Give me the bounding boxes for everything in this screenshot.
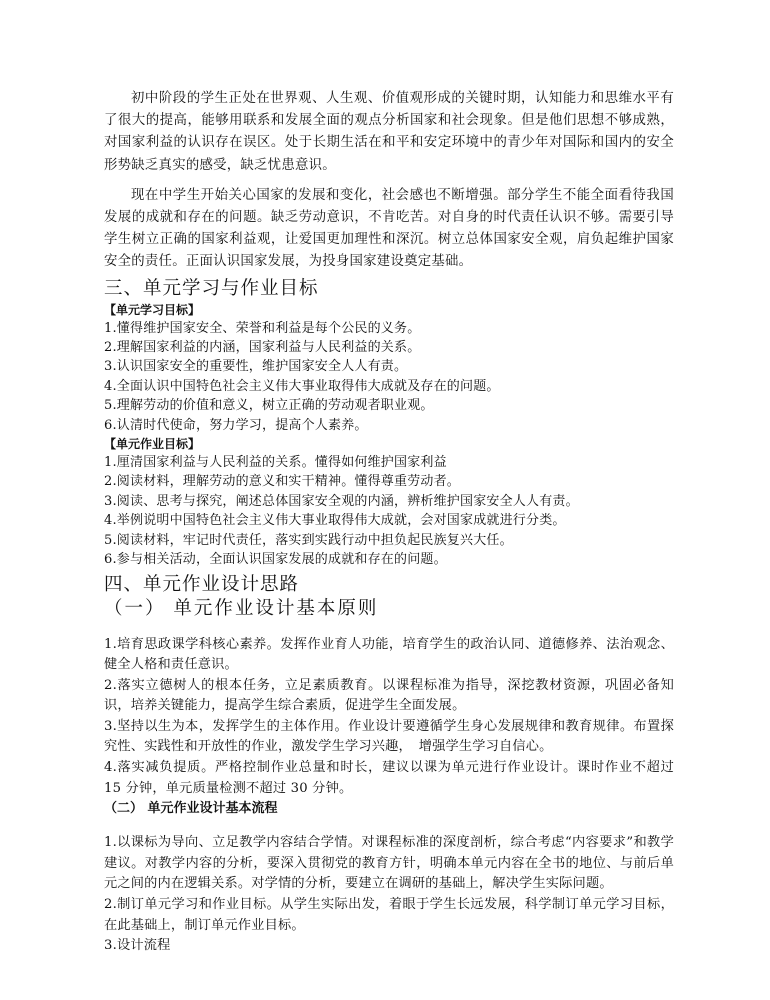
list-item: 3.阅读、思考与探究，阐述总体国家安全观的内涵，辨析维护国家安全人人有责。 <box>104 493 579 509</box>
principle-paragraph: 1.培育思政课学科核心素养。发挥作业育人功能，培育学生的政治认同、道德修养、法治观念、健全人格和责任意识。 <box>104 636 674 673</box>
intro-paragraph-2: 现在中学生开始关心国家的发展和变化，社会感也不断增强。部分学生不能全面看待我国发展的成就和存在的问题。缺乏劳动意识，不肯吃苦。对自身的时代责任认识不够。需要引导学生树立正确的国家利益观，让爱国更加理性和深沉。树立总体国家安全观，肩负起维护国家安全的责任。正面认识国家发展，为投身国家建设奠定基础。 <box>104 187 674 270</box>
learning-goals-label: 【单元学习目标】 <box>104 302 201 317</box>
list-item: 1.懂得维护国家安全、荣誉和利益是每个公民的义务。 <box>104 320 421 336</box>
list-item: 5.理解劳动的价值和意义，树立正确的劳动观者职业观。 <box>104 398 434 414</box>
principle-paragraph: 3.坚持以生为本，发挥学生的主体作用。作业设计要遵循学生身心发展规律和教育规律。布置探究性、实践性和开放性的作业，激发学生学习兴趣， 增强学生学习自信心。 <box>104 718 674 755</box>
homework-goals-label: 【单元作业目标】 <box>104 437 201 452</box>
subsection-1-heading: （一） 单元作业设计基本原则 <box>104 597 379 619</box>
process-paragraph: 1.以课标为导向、立足教学内容结合学情。对课程标准的深度剖析，综合考虑“内容要求”和教学建议。对教学内容的分析，要深入贯彻党的教育方针，明确本单元内容在全书的地位、与前后单元之间的内在逻辑关系。对学情的分析，要建立在调研的基础上，解决学生实际问题。 <box>104 835 674 892</box>
list-item: 4.全面认识中国特色社会主义伟大事业取得伟大成就及存在的问题。 <box>104 378 500 394</box>
process-paragraph: 3.设计流程 <box>104 938 171 954</box>
list-item: 1.厘清国家利益与人民利益的关系。懂得如何维护国家利益 <box>104 455 447 471</box>
principle-paragraph: 2.落实立德树人的根本任务，立足素质教育。以课程标准为指导，深挖教材资源，巩固必备知识，培养关键能力，提高学生综合素质，促进学生全面发展。 <box>104 677 674 714</box>
intro-paragraph-1: 初中阶段的学生正处在世界观、人生观、价值观形成的关键时期，认知能力和思维水平有了很大的提高，能够用联系和发展全面的观点分析国家和社会现象。但是他们思想不够成熟，对国家利益的认识存在误区。处于长期生活在和平和安定环境中的青少年对国际和国内的安全形势缺乏真实的感受，缺乏忧患意识。 <box>104 91 674 173</box>
list-item: 4.举例说明中国特色社会主义伟大事业取得伟大成就，会对国家成就进行分类。 <box>104 513 566 529</box>
list-item: 2.阅读材料，理解劳动的意义和实干精神。懂得尊重劳动者。 <box>104 474 461 490</box>
process-paragraph: 2.制订单元学习和作业目标。从学生实际出发，着眼于学生长远发展，科学制订单元学习目标，在此基础上，制订单元作业目标。 <box>104 897 674 933</box>
list-item: 6.认清时代使命，努力学习，提高个人素养。 <box>104 417 368 433</box>
principle-paragraph: 4.落实减负提质。严格控制作业总量和时长，建议以课为单元进行作业设计。课时作业不超过 15 分钟，单元质量检测不超过 30 分钟。 <box>104 760 674 796</box>
learning-goals-list <box>104 319 674 435</box>
list-item: 6.参与相关活动，全面认识国家发展的成就和存在的问题。 <box>104 552 447 568</box>
list-item: 5.阅读材料，牢记时代责任，落实到实践行动中担负起民族复兴大任。 <box>104 532 513 548</box>
section-3-heading: 三、单元学习与作业目标 <box>104 277 319 299</box>
list-item: 3.认识国家安全的重要性，维护国家安全人人有责。 <box>104 359 408 375</box>
list-item: 2.理解国家利益的内涵，国家利益与人民利益的关系。 <box>104 340 421 356</box>
section-4-heading: 四、单元作业设计思路 <box>104 573 300 595</box>
homework-goals-list <box>104 453 674 569</box>
subsection-2-heading: （二） 单元作业设计基本流程 <box>104 801 278 817</box>
